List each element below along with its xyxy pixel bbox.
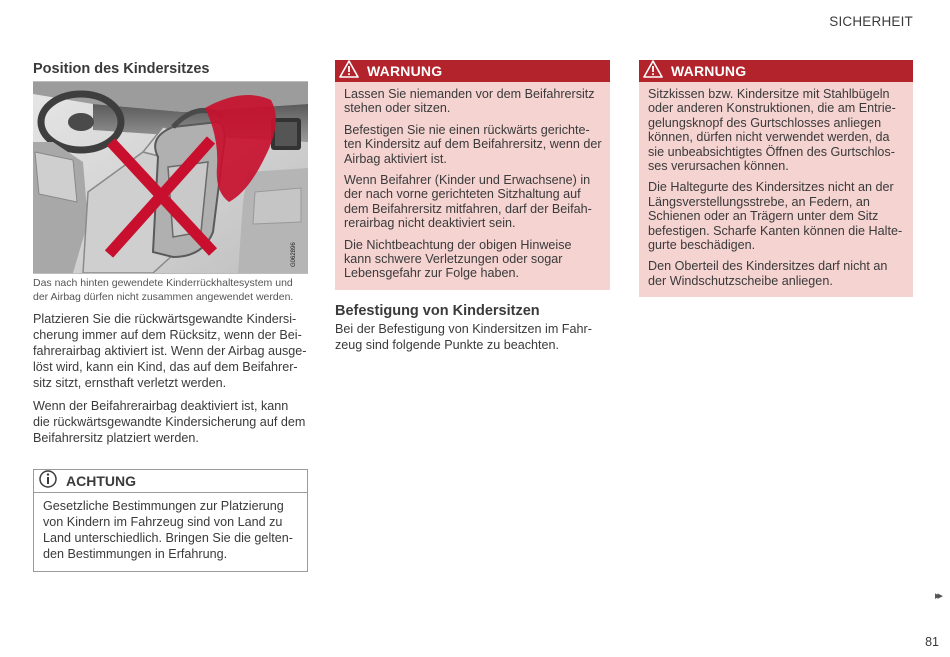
section-title: Position des Kindersitzes	[33, 61, 210, 77]
warning-paragraph: Den Oberteil des Kindersitzes darf nicht an der Windschutzscheibe anliegen.	[648, 259, 888, 288]
right-column	[639, 60, 913, 297]
warning-paragraph: Die Haltegurte des Kindersitzes nicht an der Längsverstellungsstrebe, an Federn, an Schienen oder an Trägern unter dem Sitz befestigen. Scharfe Kanten können die Halte-gurte beschädigen.	[648, 180, 903, 253]
caution-box	[33, 469, 308, 572]
warning-paragraph: Sitzkissen bzw. Kindersitze mit Stahlbügeln oder anderen Konstruktionen, die am Entrie-gelungsknopf des Gurtschlosses anliegen können, dürfen nicht verwendet werden, da sie unbeabsichtigtes Öffnen des Gurtschlos-ses verursachen können.	[648, 87, 896, 174]
figure-caption: Das nach hinten gewendete Kinderrückhaltesystem und der Airbag dürfen nicht zusammen angewendet werden.	[33, 277, 294, 303]
next-page-icon[interactable]: ▸▸	[934, 590, 940, 602]
section-header: SICHERHEIT	[829, 14, 913, 29]
body-paragraph: Platzieren Sie die rückwärtsgewandte Kindersi-cherung immer auf dem Rücksitz, wenn der Bei-fahrerairbag aktiviert ist. Wenn der Airbag ausge-löst wird, kann ein Kind, das auf dem Beifahrer-sitz sitzt, ernsthaft verletzt werden.	[33, 312, 307, 390]
caution-text: Gesetzliche Bestimmungen zur Platzierung von Kindern im Fahrzeug sind von Land zu Land unterschiedlich. Bringen Sie die gelten-den Bestimmungen in Erfahrung.	[43, 499, 293, 561]
child-seat-illustration	[33, 81, 308, 274]
warning-box	[335, 60, 610, 290]
warning-paragraph: Die Nichtbeachtung der obigen Hinweise kann schwere Verletzungen oder sogar Lebensgefahr zur Folge haben.	[344, 237, 572, 281]
warning-title: WARNUNG	[367, 63, 443, 79]
body-paragraph: Wenn der Beifahrerairbag deaktiviert ist, kann die rückwärtsgewandte Kindersicherung auf dem Beifahrersitz platziert werden.	[33, 399, 306, 445]
figure-code: G062896	[291, 242, 297, 267]
warning-paragraph: Lassen Sie niemanden vor dem Beifahrersitz stehen oder sitzen.	[344, 87, 595, 116]
body-paragraph: Bei der Befestigung von Kindersitzen im Fahr-zeug sind folgende Punkte zu beachten.	[335, 321, 592, 352]
warning-title: WARNUNG	[671, 63, 747, 79]
warning-paragraph: Befestigen Sie nie einen rückwärts gerichte-ten Kindersitz auf dem Beifahrersitz, wenn der Airbag aktiviert ist.	[344, 122, 602, 166]
info-icon	[38, 469, 58, 494]
warning-triangle-icon	[339, 60, 359, 83]
caution-header	[34, 470, 307, 493]
warning-triangle-icon	[643, 60, 663, 83]
warning-header	[335, 60, 610, 82]
warning-paragraph: Wenn Beifahrer (Kinder und Erwachsene) in der nach vorne gerichteten Sitzhaltung auf dem Beifahrersitz mitfahren, darf der Beifah-rerairbag nicht deaktiviert sein.	[344, 173, 592, 231]
page-number: 81	[925, 635, 939, 649]
middle-column	[335, 60, 610, 353]
car-interior-image	[33, 82, 308, 273]
warning-header	[639, 60, 913, 82]
left-column	[33, 60, 308, 572]
subsection-title: Befestigung von Kindersitzen	[335, 302, 540, 319]
warning-box	[639, 60, 913, 297]
caution-title: ACHTUNG	[66, 473, 136, 489]
